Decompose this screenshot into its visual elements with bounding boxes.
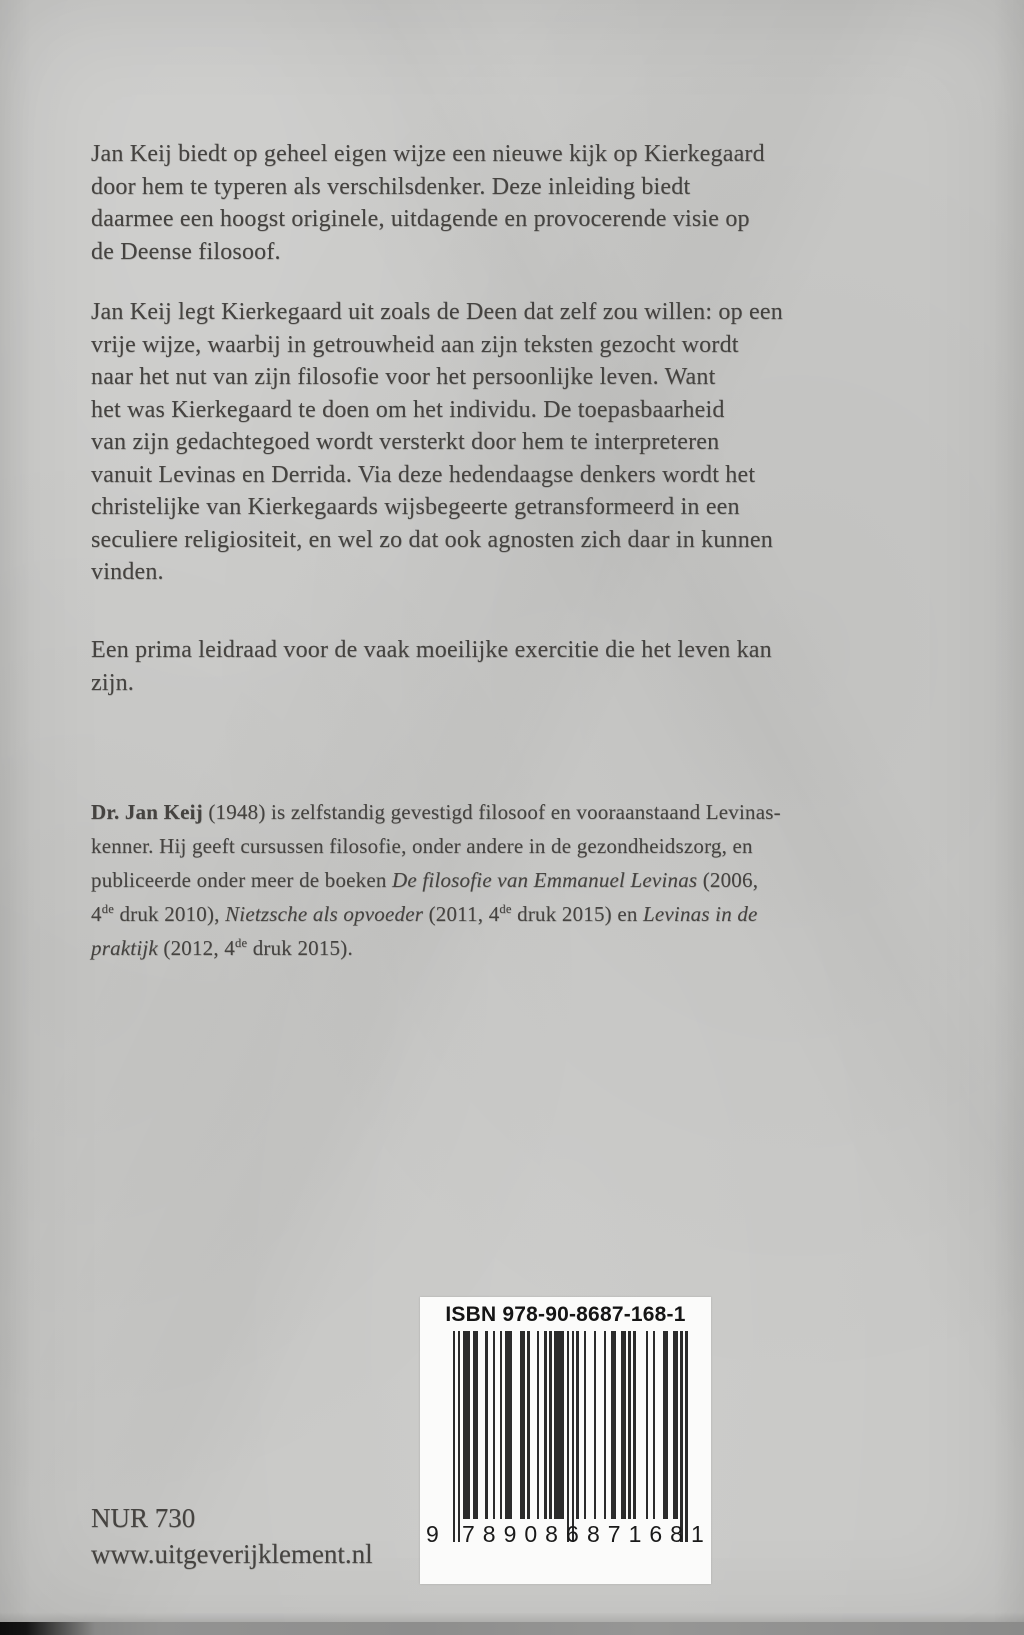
bottom-shadow [0,1612,1024,1622]
barcode-digit-first: 9 [426,1521,439,1547]
barcode-digits-right: 871681 [587,1521,712,1547]
blurb-paragraph: Jan Keij legt Kierkegaard uit zoals de Deen dat zelf zou willen: op een vrije wijze, waarbij in getrouwheid aan zijn teksten gezocht wordt naar het nut van zijn filosofie voor het persoonlijke leven. Want het was Kierkegaard te doen om het individu. De toepasbaarheid van zijn gedachtegoed wordt versterkt door hem te interpreteren vanuit Levinas en Derrida. Via deze hedendaagse denkers wordt het christelijke van Kierkegaards wijsbegeerte getransformeerd in een seculiere religiositeit, en wel zo dat ook agnosten zich daar in kunnen vinden. [91,299,783,585]
blurb-paragraph: Jan Keij biedt op geheel eigen wijze een nieuwe kijk op Kierkegaard door hem te typeren als verschilsdenker. Deze inleiding biedt daarmee een hoogst originele, uitdagende en provocerende visie op de Deense filosoof. [91,141,765,265]
barcode-bars [453,1331,688,1519]
author-bio: Dr. Jan Keij (1948) is zelfstandig gevestigd filosoof en vooraanstaand Levinas- kenner. Hij geeft cursussen filosofie, onder andere in de gezondheidszorg, en publiceerde onder meer de boeken De filosofie van Emmanuel Levinas (2006, 4de druk 2010), Nietzsche als opvoeder (2011, 4de druk 2015) en Levinas in de praktijk (2012, 4de druk 2015). [91,800,781,960]
blurb-paragraph: Een prima leidraad voor de vaak moeilijke exercitie die het leven kan zijn. [91,637,772,696]
nur-code: NUR 730 [91,1503,196,1533]
isbn-barcode [420,1297,711,1584]
barcode-digits-left: 789086 [462,1521,587,1547]
book-bottom-edge [0,1622,1024,1635]
imprint-block [91,1500,373,1572]
barcode-digits [420,1521,711,1551]
isbn-label: ISBN 978-90-8687-168-1 [445,1303,686,1326]
publisher-url: www.uitgeverijklement.nl [91,1539,373,1569]
